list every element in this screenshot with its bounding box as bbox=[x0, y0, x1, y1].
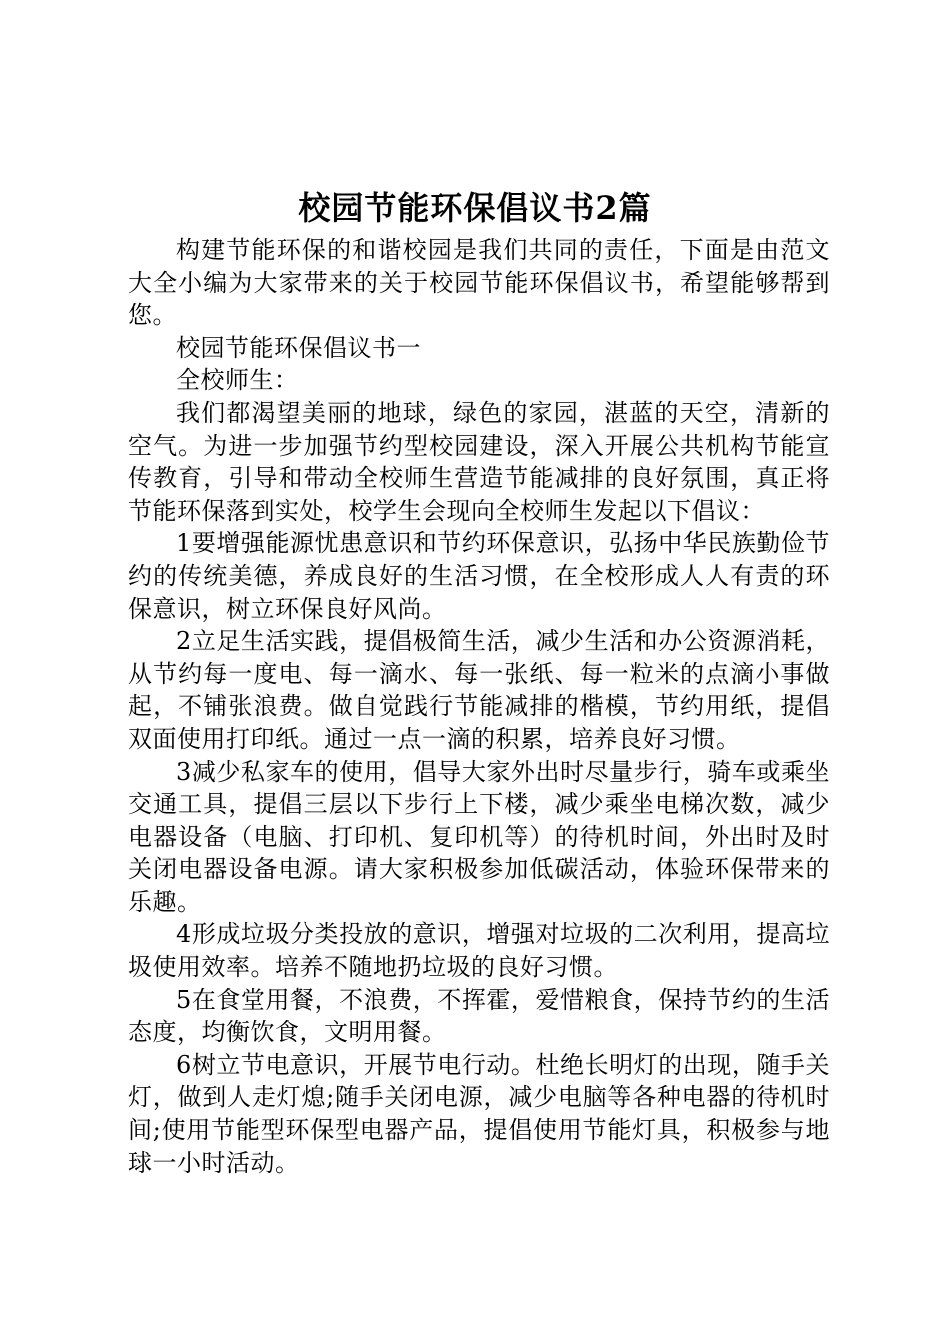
section-heading: 校园节能环保倡议书一 bbox=[176, 333, 421, 362]
salutation: 全校师生： bbox=[176, 366, 299, 395]
proposal-item-5: 5在食堂用餐，不浪费，不挥霍，爱惜粮食，保持节约的生活态度，均衡饮食，文明用餐。 bbox=[128, 985, 830, 1047]
body-paragraph: 我们都渴望美丽的地球，绿色的家园，湛蓝的天空，清新的空气。为进一步加强节约型校园建设，深入开展公共机构节能宣传教育，引导和带动全校师生营造节能减排的良好氛围，真正将节能环保落到实处，校学生会现向全校师生发起以下倡议： bbox=[128, 398, 830, 525]
proposal-item-6: 6树立节电意识，开展节电行动。杜绝长明灯的出现，随手关灯，做到人走灯熄;随手关闭电源，减少电脑等各种电器的待机时间;使用节能型环保型电器产品，提倡使用节能灯具，积极参与地球一小时活动。 bbox=[128, 1050, 830, 1177]
document-title: 校园节能环保倡议书2篇 bbox=[298, 189, 652, 227]
intro-paragraph: 构建节能环保的和谐校园是我们共同的责任，下面是由范文大全小编为大家带来的关于校园节能环保倡议书，希望能够帮到您。 bbox=[128, 236, 830, 330]
proposal-item-4: 4形成垃圾分类投放的意识，增强对垃圾的二次利用，提高垃圾使用效率。培养不随地扔垃圾的良好习惯。 bbox=[128, 920, 830, 982]
document-body bbox=[128, 234, 830, 1179]
proposal-item-1: 1要增强能源忧患意识和节约环保意识，弘扬中华民族勤俭节约的传统美德，养成良好的生活习惯，在全校形成人人有责的环保意识，树立环保良好风尚。 bbox=[128, 529, 830, 623]
proposal-item-3: 3减少私家车的使用，倡导大家外出时尽量步行，骑车或乘坐交通工具，提倡三层以下步行上下楼，减少乘坐电梯次数，减少电器设备（电脑、打印机、复印机等）的待机时间，外出时及时关闭电器设备电源。请大家积极参加低碳活动，体验环保带来的乐趣。 bbox=[128, 757, 830, 916]
proposal-item-2: 2立足生活实践，提倡极简生活，减少生活和办公资源消耗，从节约每一度电、每一滴水、每一张纸、每一粒米的点滴小事做起，不铺张浪费。做自觉践行节能减排的楷模，节约用纸，提倡双面使用打印纸。通过一点一滴的积累，培养良好习惯。 bbox=[128, 627, 830, 753]
